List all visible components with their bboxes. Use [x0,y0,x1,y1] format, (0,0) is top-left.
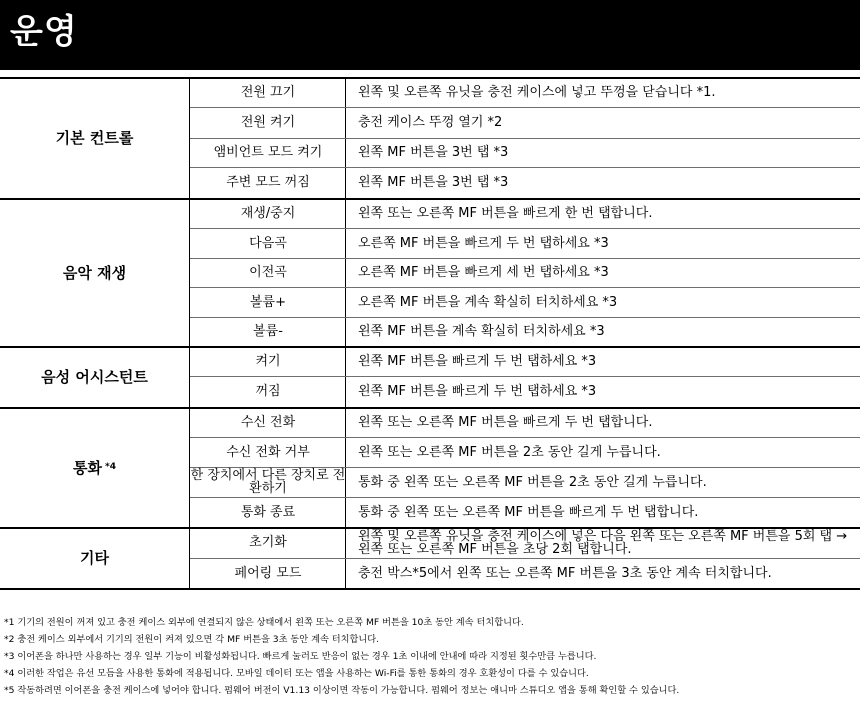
description-cell: 오른쪽 MF 버튼을 빠르게 두 번 탭하세요 *3 [358,235,609,251]
footnote-item: *4 이러한 작업은 유선 모듬을 사용한 통화에 적용됩니다. 모바일 데이터 또는 앱을 사용하는 Wi-Fi를 통한 통화의 경우 호환성이 다를 수 있습니다. [4,668,589,679]
description-cell: 왼쪽 MF 버튼을 3번 탭 *3 [358,145,509,160]
function-cell: 한 장치에서 다른 장치로 전환하기 [190,468,346,496]
category-label: 기타 [80,549,109,567]
category-label: 기본 컨트롤 [55,129,134,147]
category-cell [0,346,189,407]
function-cell: 수신 전화 [240,414,296,430]
footnote-item: *1 기기의 전원이 꺼져 있고 충전 케이스 외부에 연결되지 않은 상태에서 왼쪽 또는 오른쪽 MF 버튼을 10초 동안 계속 터치합니다. [4,617,524,628]
function-cell: 전원 켜기 [240,115,296,130]
description-cell: 왼쪽 MF 버튼을 계속 확실히 터치하세요 *3 [358,324,605,339]
row-divider [0,588,860,590]
description-cell: 왼쪽 또는 오른쪽 MF 버튼을 2초 동안 길게 누릅니다. [358,444,661,460]
description-cell: 왼쪽 및 오른쪽 유닛을 충전 케이스에 넣은 다음 왼쪽 또는 오른쪽 MF 버튼을 5회 탭 → 왼쪽 또는 오른쪽 MF 버튼을 초당 2회 탭합니다. [358,528,848,557]
description-cell: 왼쪽 및 오른쪽 유닛을 충전 케이스에 넣고 뚜껑을 닫습니다 *1. [358,84,716,100]
description-cell: 충전 케이스 뚜껑 열기 *2 [358,115,503,130]
description-cell: 왼쪽 MF 버튼을 빠르게 두 번 탭하세요 *3 [358,353,597,369]
header-bar [0,0,860,70]
category-label: 통화 [73,458,102,477]
function-cell: 주변 모드 꺼짐 [226,175,310,190]
description-cell: 충전 박스*5에서 왼쪽 또는 오른쪽 MF 버튼을 3초 동안 계속 터치합니다. [358,565,772,581]
description-cell: 오른쪽 MF 버튼을 빠르게 세 번 탭하세요 *3 [358,265,609,280]
category-label: 음성 어시스턴트 [41,368,148,386]
category-cell [0,527,189,588]
footnote-item: *3 이어폰을 하나만 사용하는 경우 일부 기능이 비활성화됩니다. 빠르게 눌러도 반응이 없는 경우 1초 이내에 안내에 따라 지정된 횟수만큼 누릅니다. [4,651,597,662]
footnote-item: *2 충전 케이스 외부에서 기기의 전원이 켜져 있으면 각 MF 버튼을 3초 동안 계속 터치합니다. [4,634,380,645]
function-cell: 전원 끄기 [240,84,296,100]
function-cell: 볼륨- [253,324,283,339]
description-cell: 오른쪽 MF 버튼을 계속 확실히 터치하세요 *3 [358,294,618,310]
function-cell: 켜기 [255,353,281,369]
category-cell [0,407,189,527]
function-cell: 이전곡 [249,265,287,280]
description-cell: 왼쪽 MF 버튼을 빠르게 두 번 탭하세요 *3 [358,384,597,399]
function-cell: 볼륨+ [249,294,286,310]
footnote-item: *5 작동하려면 이어폰을 충전 케이스에 넣어야 합니다. 펌웨어 버전이 V1.13 이상이면 작동이 가능합니다. 펌웨어 정보는 애니마 스튜디오 앱을 통해 확인할 수 있습니다. [4,685,680,696]
function-cell: 꺼짐 [255,384,281,399]
function-cell: 다음곡 [249,235,287,251]
footnotes [4,614,856,699]
description-cell: 왼쪽 또는 오른쪽 MF 버튼을 빠르게 한 번 탭합니다. [358,205,653,221]
function-cell: 통화 종료 [240,504,296,520]
function-cell: 앰비언트 모드 켜기 [213,145,323,160]
description-cell: 왼쪽 MF 버튼을 3번 탭 *3 [358,175,509,190]
category-label: 음악 재생 [62,263,127,282]
page-title: 운영 [10,12,78,52]
function-cell: 페어링 모드 [234,565,302,581]
category-cell [0,77,189,198]
function-cell: 초기화 [249,535,287,550]
category-cell [0,198,189,346]
category-footnote-mark: *4 [105,462,116,472]
function-cell: 재생/중지 [240,205,296,221]
description-cell: 통화 중 왼쪽 또는 오른쪽 MF 버튼을 빠르게 두 번 탭합니다. [358,504,699,520]
description-cell: 통화 중 왼쪽 또는 오른쪽 MF 버튼을 2초 동안 길게 누릅니다. [358,474,707,490]
function-cell: 수신 전화 거부 [226,444,310,460]
description-cell: 왼쪽 또는 오른쪽 MF 버튼을 빠르게 두 번 탭합니다. [358,414,653,430]
